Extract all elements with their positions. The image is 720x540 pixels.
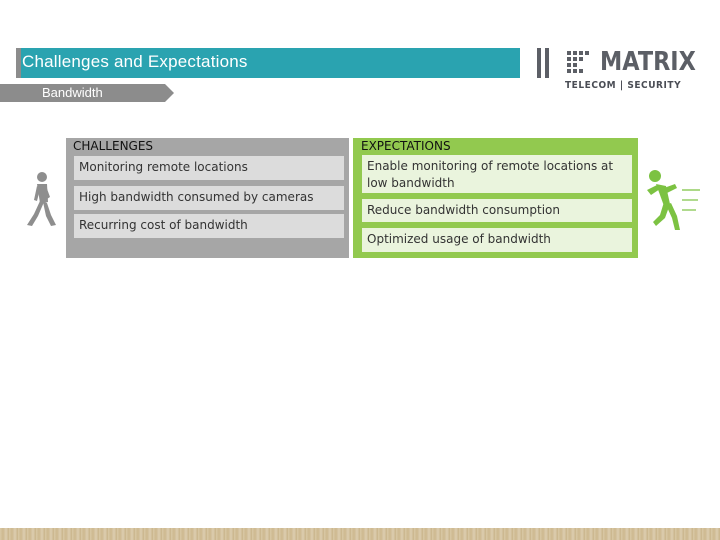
slide-subtitle: Bandwidth [42, 85, 103, 100]
logo-tagline: TELECOM | SECURITY [565, 80, 682, 91]
challenge-item: High bandwidth consumed by cameras [74, 186, 344, 210]
expectation-item: Optimized usage of bandwidth [362, 228, 632, 252]
expectation-item: Enable monitoring of remote locations at low bandwidth [362, 155, 632, 193]
challenge-item: Monitoring remote locations [74, 156, 344, 180]
logo-wordmark: MATRIX [600, 47, 696, 77]
challenge-item: Recurring cost of bandwidth [74, 214, 344, 238]
expectations-heading: EXPECTATIONS [361, 139, 451, 153]
footer-texture-strip [0, 528, 720, 540]
walking-person-icon [20, 170, 60, 230]
challenges-heading: CHALLENGES [73, 139, 154, 153]
slide-title: Challenges and Expectations [22, 52, 248, 71]
expectation-item: Reduce bandwidth consumption [362, 199, 632, 222]
matrix-logo-icon [537, 48, 597, 80]
running-person-icon [642, 168, 702, 234]
